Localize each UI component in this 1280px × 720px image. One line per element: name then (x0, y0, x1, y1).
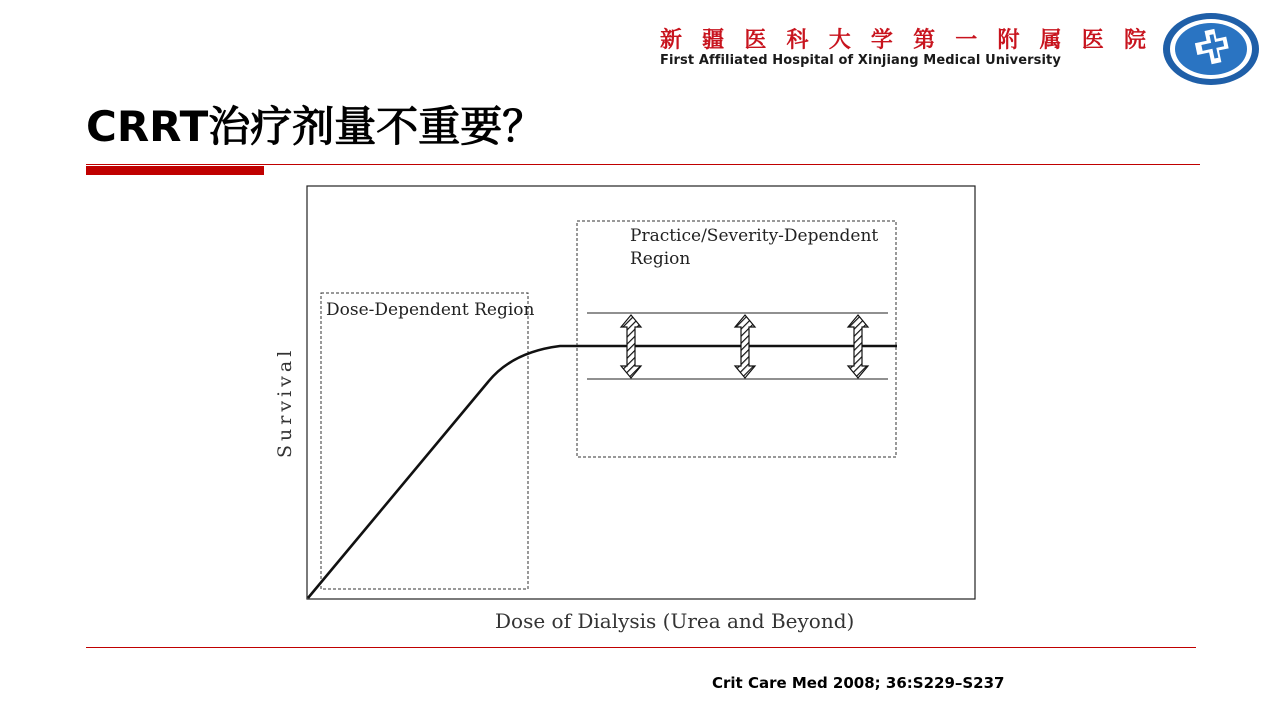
practice-region-box (577, 221, 896, 457)
hospital-name-chinese: 新疆医科大学第一附属医院 (660, 28, 1146, 53)
footer-divider-line (86, 647, 1196, 648)
plot-frame (307, 186, 975, 599)
dose-survival-diagram (260, 180, 1000, 640)
dose-dependent-region-label: Dose-Dependent Region (326, 300, 535, 320)
hospital-logo-icon (1160, 10, 1262, 88)
x-axis-label: Dose of Dialysis (Urea and Beyond) (495, 609, 855, 633)
title-divider-line (86, 164, 1200, 165)
practice-region-label-line2: Region (630, 249, 691, 269)
title-accent-bar (86, 166, 264, 175)
slide-title: CRRT治疗剂量不重要？ (86, 102, 545, 151)
y-axis-label: Survival (274, 346, 296, 458)
citation-text: Crit Care Med 2008; 36:S229–S237 (712, 674, 1005, 692)
practice-region-label-line1: Practice/Severity-Dependent (630, 226, 879, 246)
hospital-name-english: First Affiliated Hospital of Xinjiang Medical University (660, 53, 1061, 68)
survival-curve (308, 346, 897, 598)
